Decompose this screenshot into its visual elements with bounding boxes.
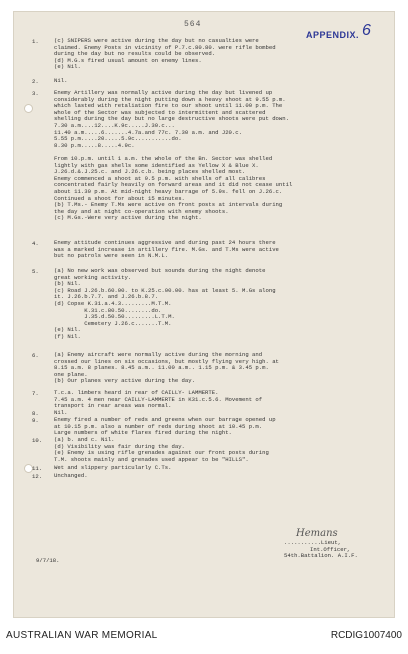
report-line: concentrated fairly heavily on forward areas and it did not cease until	[54, 181, 293, 189]
report-line: (b) Our planes very active during the day.	[54, 377, 195, 385]
report-line: claimed. Enemy Posts in vicinity of P.7.c.80.80. were rifle bombed	[54, 43, 276, 51]
section-number: 5.	[32, 268, 39, 275]
report-line: Nil.	[54, 77, 68, 84]
report-section	[32, 78, 387, 85]
report-line: (a) b. and c. Nil.	[54, 436, 115, 443]
archive-id: RCDIG1007400	[330, 630, 402, 641]
report-line: (d) Visibility was fair during the day.	[54, 442, 185, 450]
section-number: 6.	[32, 352, 39, 359]
report-line: (d) M.G.s fired usual amount on enemy lines.	[54, 56, 202, 64]
report-line: (e) Enemy is using rifle grenades against our front posts during	[54, 449, 269, 457]
report-line: (f) Nil.	[54, 332, 81, 340]
report-line: Enemy fired a number of reds and greens when our barrage opened up	[54, 416, 276, 423]
signature-rank: ...........Lieut,	[284, 539, 342, 546]
document-page	[14, 12, 394, 617]
section-number: 1.	[32, 38, 39, 45]
report-section	[32, 90, 387, 222]
report-line: J.26.d.&.J.25.c. and J.26.c.b. being places shelled most.	[54, 168, 246, 176]
report-line: whole of the Sector was subjected to intermittent and scattered	[54, 108, 266, 116]
section-number: 4.	[32, 240, 39, 247]
report-line: J.35.d.50.50.........L.T.M.	[54, 313, 175, 321]
report-line: was a marked increase in artillery fire. M.Gs. and T.Ms were active	[54, 245, 279, 253]
report-line: (c) SNIPERS were active during the day but no casualties were	[54, 37, 259, 44]
report-line: Unchanged.	[54, 472, 88, 479]
report-line: (b) T.Ms.- Enemy T.Ms were active on front posts at intervals during	[54, 201, 283, 209]
section-number: 12.	[32, 473, 43, 480]
section-number: 9.	[32, 417, 39, 424]
report-line: but no patrols were seen in N.M.L.	[54, 252, 169, 260]
section-number: 7.	[32, 390, 39, 397]
report-line: (e) Nil.	[54, 326, 81, 334]
report-line: Enemy commenced a shoot at 9.5 p.m. with shells of all calibres	[54, 174, 266, 182]
report-line: 5.55 p.m.....20.....5.9c...........do.	[54, 135, 182, 143]
report-section	[32, 268, 387, 341]
report-line: 7.45 a.m. 4 men near CAILLY-LAMMERTE in K31.c.5.6. Movement of	[54, 395, 263, 403]
report-line: lightly with gas shells some identified as Yellow X & Blue X.	[54, 161, 259, 169]
report-line: Wet and slippery particularly C.Ts.	[54, 464, 172, 471]
page-number: 564	[184, 20, 202, 29]
report-line: (c) M.Gs.-Were very active during the night.	[54, 214, 202, 222]
report-line: it. J.26.b.7.7. and J.26.b.8.7.	[54, 293, 159, 301]
report-line: Continued a shoot for about 15 minutes.	[54, 194, 185, 202]
signature-block	[284, 528, 394, 560]
report-section	[32, 240, 387, 260]
report-line: considerably during the night putting down a heavy shoot at 9.55 p.m.	[54, 95, 286, 103]
report-line: T.c.a. limbers heard in rear of CAILLY- LAMMERTE.	[54, 389, 219, 396]
report-line: about 11.30 p.m. At mid-night heavy barrage of 5.9s. fell on J.26.c.	[54, 187, 283, 195]
report-line: (c) Road J.26.b.60.00. to K.25.c.00.00. has at least 5. M.Gs along	[54, 286, 276, 294]
report-line: during the day but no results could be observed.	[54, 50, 216, 58]
report-line: (d) Copse K.31.a.4.3.........M.T.M.	[54, 299, 172, 307]
report-line: shelling during the day but no large destructive shoots were put down.	[54, 115, 289, 123]
report-line: 11.40 a.m.....6.......4.7a.and 77c. 7.30 a.m. and J20.c.	[54, 128, 242, 136]
report-line: great working activity.	[54, 273, 132, 281]
report-line: Enemy Artillery was normally active during the day but livened up	[54, 89, 273, 96]
report-section	[32, 390, 387, 410]
report-line: 7.30 a.m....12....K.9c.....J.30.c...	[54, 121, 175, 129]
report-line: 8.30 p.m.....8.....4.9c.	[54, 141, 135, 149]
report-line: K.31.c.80.50........do.	[54, 306, 162, 314]
section-number: 11.	[32, 465, 43, 472]
report-line: (a) No new work was observed but sounds during the night denote	[54, 267, 266, 274]
appendix-number: 6	[362, 22, 371, 39]
report-line: one plane.	[54, 370, 88, 378]
section-number: 10.	[32, 437, 43, 444]
report-line: (b) Nil.	[54, 280, 81, 288]
report-line: 8.15 a.m. 8 planes. 8.45 a.m.. 11.00 a.m.. 1.15 p.m. & 3.45 p.m.	[54, 364, 269, 372]
report-line: T.M. shoots mainly and grenades used appear to be "HILLS".	[54, 455, 249, 463]
report-line: From 10.p.m. until 1 a.m. the whole of the Bn. Sector was shelled	[54, 154, 273, 162]
report-line: Large numbers of white flares fired during the night.	[54, 429, 232, 437]
report-section	[32, 417, 387, 437]
report-line: at 10.15 p.m. also a number of reds during shoot at 10.45 p.m.	[54, 422, 263, 430]
report-section	[32, 38, 387, 71]
handwritten-signature: Hemans	[296, 528, 338, 539]
report-line: crossed our lines on six occasions, but mostly flying very high. at	[54, 357, 279, 365]
archive-credit: AUSTRALIAN WAR MEMORIAL	[6, 630, 158, 641]
section-number: 2.	[32, 78, 39, 85]
report-section	[32, 465, 387, 472]
signature-title: Int.Officer,	[310, 545, 351, 553]
report-section	[32, 352, 387, 385]
report-line: the day and at night co-operation with enemy shoots.	[54, 207, 229, 215]
report-line: transport in rear areas was normal.	[54, 402, 172, 410]
report-line: (e) Nil.	[54, 63, 81, 71]
appendix-stamp: APPENDIX.	[306, 30, 360, 40]
report-section	[32, 473, 387, 480]
report-line: Enemy attitude continues aggressive and during past 24 hours there	[54, 239, 276, 246]
report-line: Cemetery J.26.c.......T.M.	[54, 319, 172, 327]
report-line: which lasted with retaliation fire to our shoot until 11.00 p.m. The	[54, 102, 283, 110]
signature-unit: 54th.Battalion. A.I.F.	[284, 552, 358, 560]
section-number: 3.	[32, 90, 39, 97]
report-date: 9/7/18.	[36, 557, 60, 564]
report-section	[32, 437, 387, 463]
report-line: Nil.	[54, 409, 68, 416]
section-number: 8.	[32, 410, 39, 417]
report-line: (a) Enemy aircraft were normally active during the morning and	[54, 351, 263, 358]
